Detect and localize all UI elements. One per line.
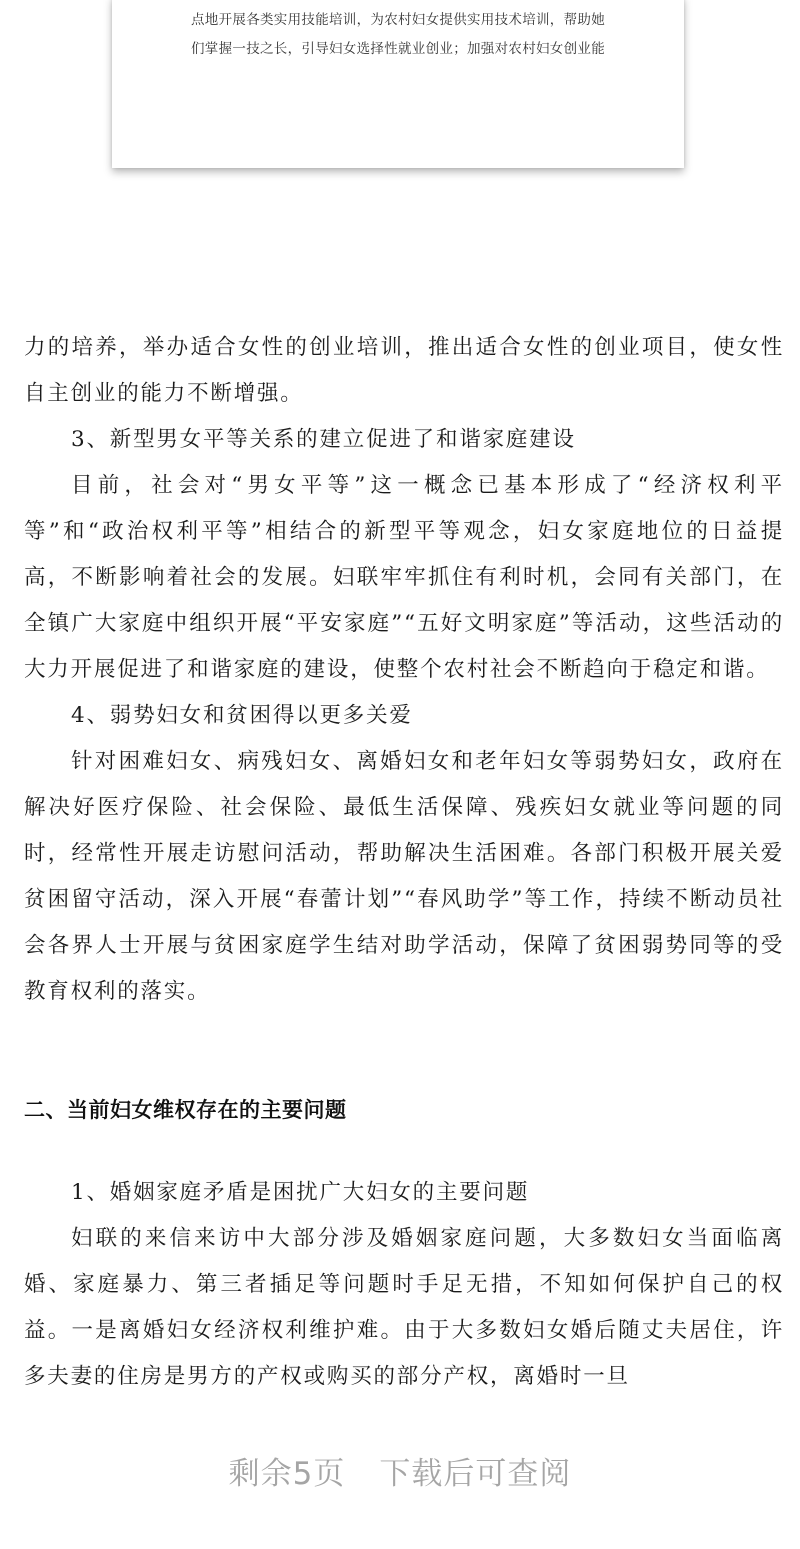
subheading-1: 1、婚姻家庭矛盾是困扰广大妇女的主要问题 <box>71 1180 530 1205</box>
subheading-3: 3、新型男女平等关系的建立促进了和谐家庭建设 <box>71 427 576 452</box>
preview-line-2: 们掌握一技之长，引导妇女选择性就业创业；加强对农村妇女创业能 <box>191 41 605 57</box>
preview-line-1: 点地开展各类实用技能培训，为农村妇女提供实用技术培训，帮助她 <box>191 12 605 28</box>
paragraph: 力的培养，举办适合女性的创业培训，推出适合女性的创业项目，使女性自主创业的能力不断增强。 <box>24 335 784 406</box>
download-prompt[interactable] <box>0 1448 800 1493</box>
document-body <box>24 325 784 1015</box>
section-heading: 二、当前妇女维权存在的主要问题 <box>24 1098 347 1122</box>
subheading-4: 4、弱势妇女和贫困得以更多关爱 <box>71 703 413 728</box>
document-body-2 <box>24 1170 784 1400</box>
paragraph: 妇联的来信来访中大部分涉及婚姻家庭问题，大多数妇女当面临离婚、家庭暴力、第三者插足等问题时手足无措，不知如何保护自己的权益。一是离婚妇女经济权利维护难。由于大多数妇女婚后随丈夫居住，许多夫妻的住房是男方的产权或购买的部分产权，离婚时一旦 <box>24 1226 784 1389</box>
download-to-view-label[interactable]: 下载后可查阅 <box>379 1456 572 1492</box>
paragraph: 针对困难妇女、病残妇女、离婚妇女和老年妇女等弱势妇女，政府在解决好医疗保险、社会保险、最低生活保障、残疾妇女就业等问题的同时，经常性开展走访慰问活动，帮助解决生活困难。各部门积极开展关爱贫困留守活动，深入开展“春蕾计划”“春风助学”等工作，持续不断动员社会各界人士开展与贫困家庭学生结对助学活动，保障了贫困弱势同等的受教育权利的落实。 <box>24 749 784 1004</box>
preview-card <box>112 0 684 168</box>
remaining-pages-label[interactable]: 剩余5页 <box>228 1456 346 1492</box>
paragraph: 目前，社会对“男女平等”这一概念已基本形成了“经济权利平等”和“政治权利平等”相结合的新型平等观念，妇女家庭地位的日益提高，不断影响着社会的发展。妇联牢牢抓住有利时机，会同有关部门，在全镇广大家庭中组织开展“平安家庭”“五好文明家庭”等活动，这些活动的大力开展促进了和谐家庭的建设，使整个农村社会不断趋向于稳定和谐。 <box>24 473 784 682</box>
